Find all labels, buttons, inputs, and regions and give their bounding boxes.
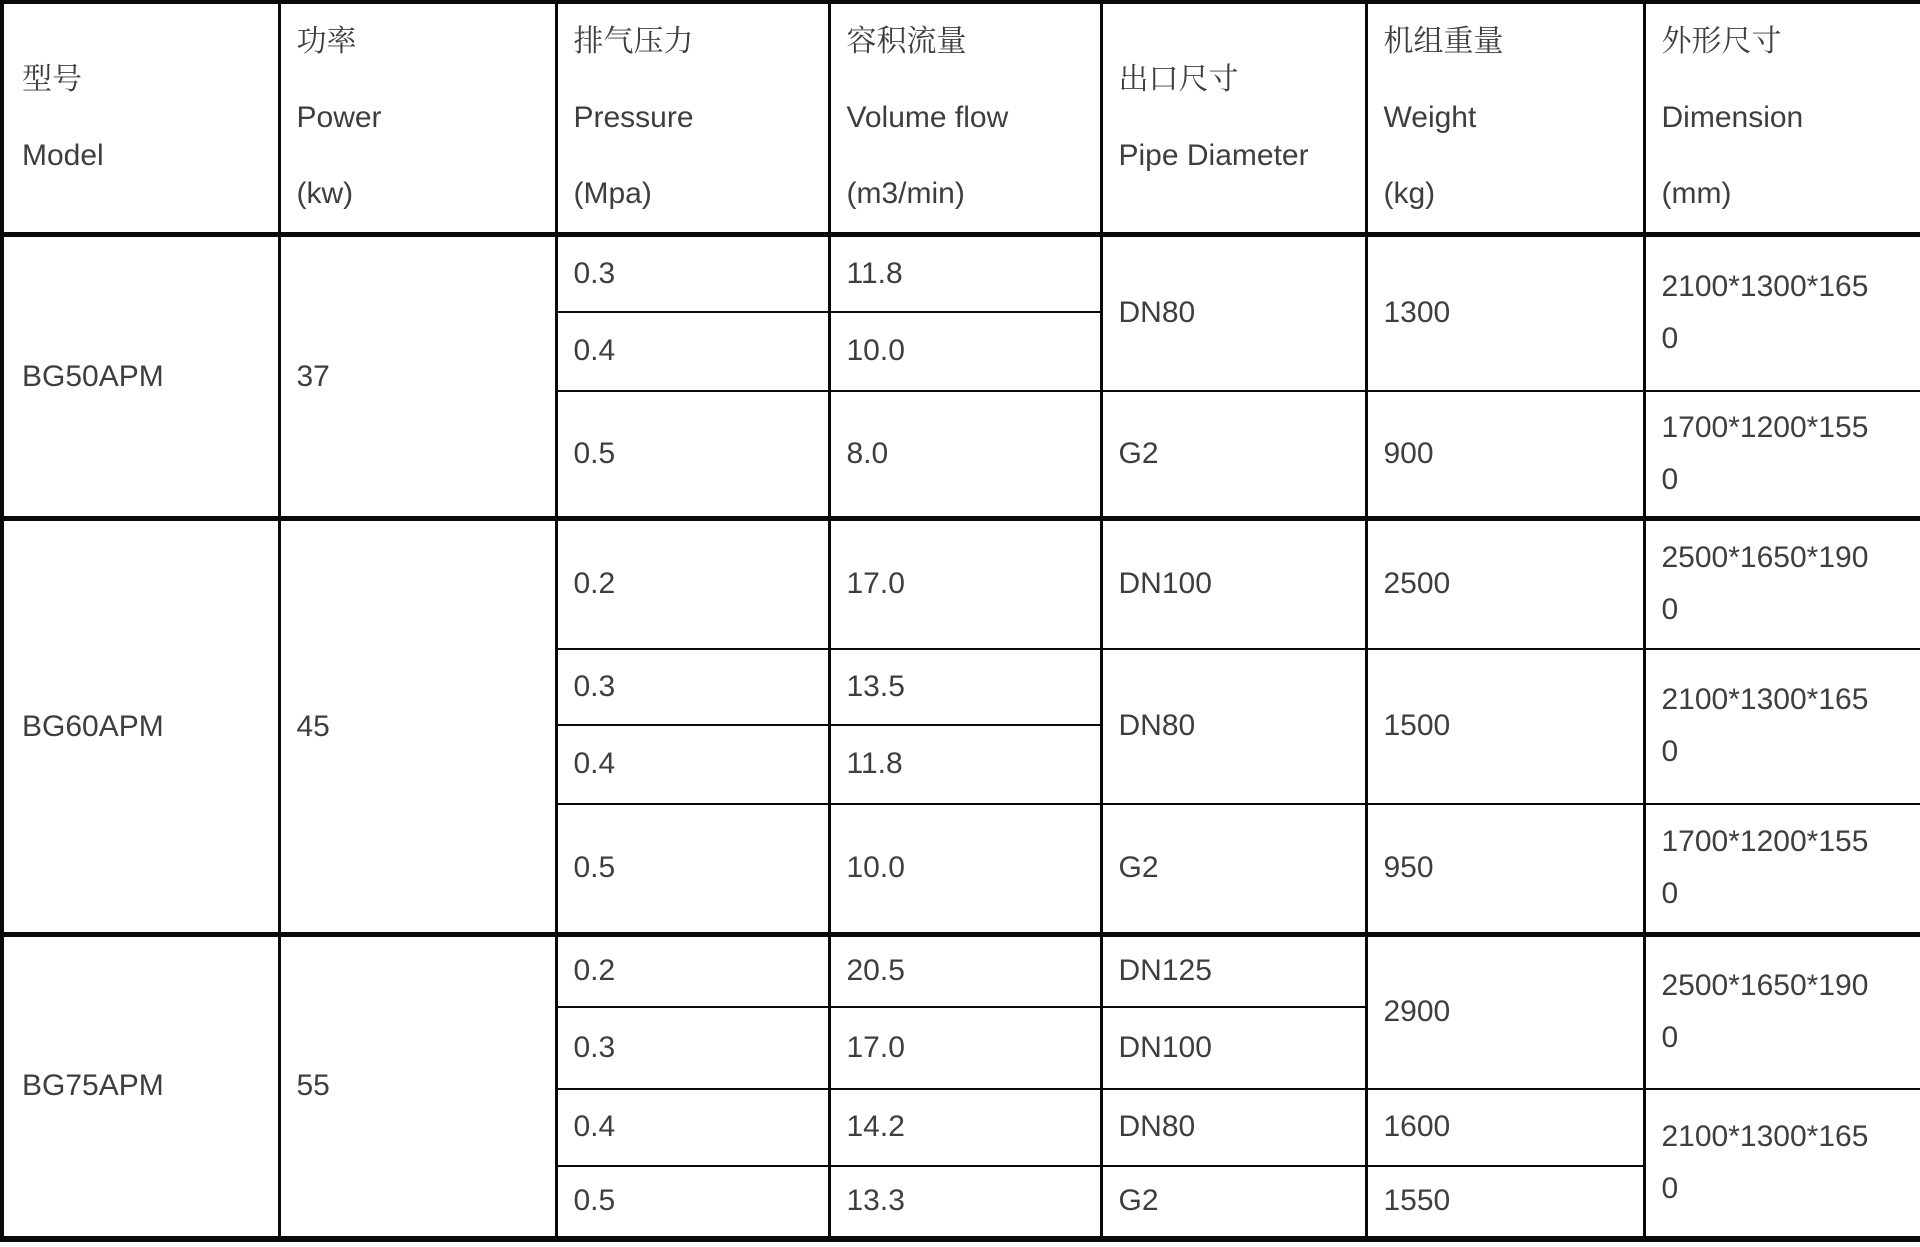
cell-model: BG60APM — [2, 519, 279, 935]
header-weight-unit: (kg) — [1383, 177, 1436, 210]
header-pressure-en: Pressure — [573, 101, 694, 134]
cell-dimension — [1644, 391, 1920, 519]
header-dimension-unit: (mm) — [1661, 177, 1732, 210]
cell-model: BG75APM — [2, 935, 279, 1239]
cell-pressure: 0.5 — [556, 804, 829, 935]
header-pipe-en: Pipe Diameter — [1118, 139, 1309, 172]
header-dimension-en: Dimension — [1661, 101, 1804, 134]
dimension-value: 2100*1300*1650 — [1661, 1119, 1869, 1205]
cell-power: 45 — [279, 519, 556, 935]
dimension-value: 1700*1200*1550 — [1661, 825, 1869, 911]
cell-pipe: DN100 — [1101, 519, 1366, 649]
cell-pipe: DN80 — [1101, 235, 1366, 391]
header-pipe-cn: 出口尺寸 — [1118, 63, 1239, 96]
header-model-en: Model — [22, 139, 104, 172]
header-flow — [829, 2, 1101, 235]
header-flow-unit: (m3/min) — [846, 177, 965, 210]
cell-flow: 10.0 — [829, 312, 1101, 391]
header-model-cn: 型号 — [22, 63, 82, 96]
header-power-cn: 功率 — [296, 25, 357, 58]
cell-dimension — [1644, 519, 1920, 649]
cell-pressure: 0.3 — [556, 649, 829, 725]
cell-pipe: G2 — [1101, 391, 1366, 519]
cell-weight: 1300 — [1366, 235, 1644, 391]
cell-weight: 2900 — [1366, 935, 1644, 1089]
cell-pressure: 0.2 — [556, 935, 829, 1007]
cell-flow: 13.5 — [829, 649, 1101, 725]
cell-flow: 20.5 — [829, 935, 1101, 1007]
cell-flow: 17.0 — [829, 519, 1101, 649]
cell-power: 55 — [279, 935, 556, 1239]
cell-pressure: 0.5 — [556, 1166, 829, 1239]
cell-pipe: G2 — [1101, 1166, 1366, 1239]
cell-power: 37 — [279, 235, 556, 519]
header-flow-cn: 容积流量 — [846, 25, 967, 58]
cell-pipe: DN80 — [1101, 1089, 1366, 1166]
cell-flow: 11.8 — [829, 725, 1101, 804]
header-power — [279, 2, 556, 235]
cell-flow: 8.0 — [829, 391, 1101, 519]
cell-pressure: 0.5 — [556, 391, 829, 519]
header-weight — [1366, 2, 1644, 235]
cell-weight: 1600 — [1366, 1089, 1644, 1166]
dimension-value: 2500*1650*1900 — [1661, 541, 1869, 627]
cell-dimension — [1644, 649, 1920, 804]
table-row — [2, 235, 1920, 312]
cell-flow: 14.2 — [829, 1089, 1101, 1166]
cell-weight: 900 — [1366, 391, 1644, 519]
dimension-value: 2100*1300*1650 — [1661, 683, 1869, 768]
header-flow-en: Volume flow — [846, 101, 1009, 134]
table-row — [2, 935, 1920, 1007]
cell-dimension — [1644, 935, 1920, 1089]
cell-dimension — [1644, 804, 1920, 935]
header-pressure — [556, 2, 829, 235]
header-power-en: Power — [296, 101, 382, 134]
cell-pressure: 0.2 — [556, 519, 829, 649]
header-weight-en: Weight — [1383, 101, 1477, 134]
header-row — [2, 2, 1920, 235]
cell-pressure: 0.4 — [556, 312, 829, 391]
cell-weight: 1500 — [1366, 649, 1644, 804]
cell-dimension — [1644, 235, 1920, 391]
cell-pipe: DN125 — [1101, 935, 1366, 1007]
cell-weight: 950 — [1366, 804, 1644, 935]
cell-weight: 1550 — [1366, 1166, 1644, 1239]
header-weight-cn: 机组重量 — [1383, 25, 1504, 58]
header-dimension — [1644, 2, 1920, 235]
header-model — [2, 2, 279, 235]
cell-pipe: DN80 — [1101, 649, 1366, 804]
cell-flow: 10.0 — [829, 804, 1101, 935]
cell-dimension — [1644, 1089, 1920, 1239]
header-pressure-cn: 排气压力 — [573, 25, 694, 58]
dimension-value: 1700*1200*1550 — [1661, 410, 1869, 496]
cell-flow: 11.8 — [829, 235, 1101, 312]
cell-pipe: DN100 — [1101, 1007, 1366, 1089]
dimension-value: 2100*1300*1650 — [1661, 270, 1869, 356]
cell-pipe: G2 — [1101, 804, 1366, 935]
header-pipe — [1101, 2, 1366, 235]
cell-pressure: 0.4 — [556, 725, 829, 804]
cell-pressure: 0.3 — [556, 1007, 829, 1089]
cell-flow: 17.0 — [829, 1007, 1101, 1089]
cell-pressure: 0.4 — [556, 1089, 829, 1166]
cell-flow: 13.3 — [829, 1166, 1101, 1239]
cell-weight: 2500 — [1366, 519, 1644, 649]
cell-pressure: 0.3 — [556, 235, 829, 312]
cell-model: BG50APM — [2, 235, 279, 519]
header-pressure-unit: (Mpa) — [573, 177, 652, 210]
table-row — [2, 519, 1920, 649]
dimension-value: 2500*1650*1900 — [1661, 969, 1869, 1055]
header-power-unit: (kw) — [296, 177, 354, 210]
header-dimension-cn: 外形尺寸 — [1661, 25, 1782, 58]
